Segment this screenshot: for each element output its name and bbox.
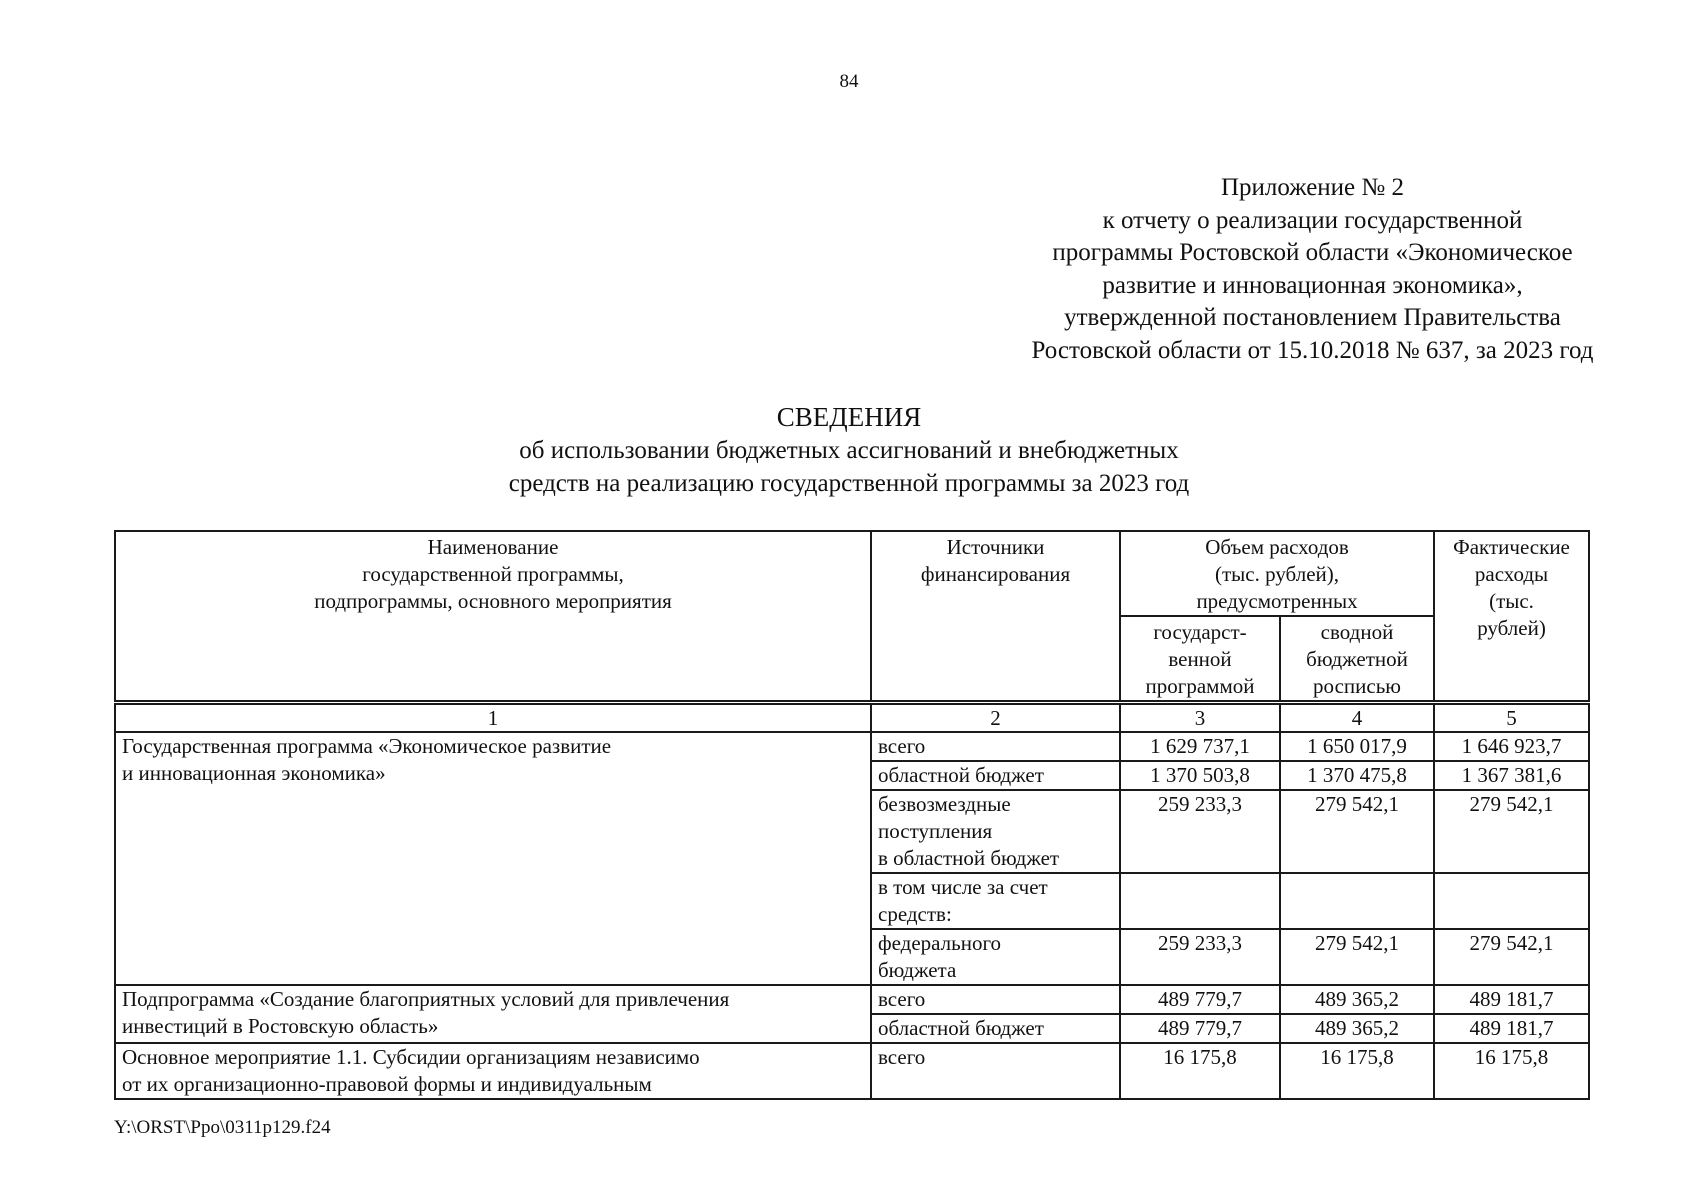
- planned-budget-cell: 1 370 475,8: [1280, 761, 1434, 790]
- column-number: 2: [871, 703, 1120, 733]
- source-cell: всего: [871, 1043, 1120, 1099]
- header-planned-budget: сводной бюджетной росписью: [1280, 616, 1434, 703]
- appendix-line: программы Ростовской области «Экономическое: [1052, 239, 1573, 266]
- activity-name: Основное мероприятие 1.1. Субсидии организациям независимо от их организационно-правовой формы и индивидуальным: [115, 1043, 871, 1099]
- planned-budget-cell: 279 542,1: [1280, 790, 1434, 873]
- file-path: Y:\ORST\Ppo\0311p129.f24: [114, 1117, 331, 1138]
- header-name: Наименование государственной программы, подпрограммы, основного мероприятия: [115, 531, 871, 703]
- planned-program-cell: 489 779,7: [1120, 1014, 1280, 1043]
- actual-cell: 1 646 923,7: [1434, 732, 1589, 761]
- planned-budget-cell: 279 542,1: [1280, 929, 1434, 985]
- planned-program-cell: 16 175,8: [1120, 1043, 1280, 1099]
- planned-program-cell: 259 233,3: [1120, 790, 1280, 873]
- source-cell: федерального бюджета: [871, 929, 1120, 985]
- header-planned: Объем расходов (тыс. рублей), предусмотренных: [1120, 531, 1434, 616]
- page-number: 84: [839, 71, 859, 92]
- header-row: [115, 531, 1589, 616]
- column-number: 3: [1120, 703, 1280, 733]
- planned-budget-cell: [1280, 873, 1434, 929]
- source-cell: областной бюджет: [871, 1014, 1120, 1043]
- actual-cell: 279 542,1: [1434, 790, 1589, 873]
- expenditure-table: [114, 530, 1590, 1100]
- actual-cell: 279 542,1: [1434, 929, 1589, 985]
- source-cell: всего: [871, 985, 1120, 1014]
- appendix-note: [940, 172, 1685, 367]
- source-cell: областной бюджет: [871, 761, 1120, 790]
- appendix-line: Ростовской области от 15.10.2018 № 637, за 2023 год: [1031, 336, 1594, 364]
- table-row: [115, 732, 1589, 761]
- document-title: СВЕДЕНИЯ: [776, 402, 922, 432]
- planned-program-cell: [1120, 873, 1280, 929]
- planned-budget-cell: 489 365,2: [1280, 1014, 1434, 1043]
- actual-cell: 489 181,7: [1434, 985, 1589, 1014]
- actual-cell: 489 181,7: [1434, 1014, 1589, 1043]
- appendix-line: Приложение № 2: [1220, 174, 1405, 201]
- header-planned-program: государст- венной программой: [1120, 616, 1280, 703]
- document-subtitle-line-1: об использовании бюджетных ассигнований и внебюджетных: [519, 437, 1179, 464]
- appendix-line: утвержденной постановлением Правительства: [1064, 304, 1561, 331]
- table-row: [115, 985, 1589, 1014]
- document-subtitle-line-2: средств на реализацию государственной программы за 2023 год: [508, 470, 1190, 497]
- source-cell: безвозмездные поступления в областной бюджет: [871, 790, 1120, 873]
- planned-budget-cell: 489 365,2: [1280, 985, 1434, 1014]
- appendix-line: к отчету о реализации государственной: [1102, 206, 1523, 234]
- planned-program-cell: 259 233,3: [1120, 929, 1280, 985]
- column-number: 5: [1434, 703, 1589, 733]
- program-name: Государственная программа «Экономическое развитие и инновационная экономика»: [115, 732, 871, 985]
- column-number: 4: [1280, 703, 1434, 733]
- actual-cell: 1 367 381,6: [1434, 761, 1589, 790]
- column-number-row: [115, 703, 1589, 733]
- planned-program-cell: 489 779,7: [1120, 985, 1280, 1014]
- header-actual: Фактические расходы (тыс. рублей): [1434, 531, 1589, 703]
- source-cell: всего: [871, 732, 1120, 761]
- planned-budget-cell: 16 175,8: [1280, 1043, 1434, 1099]
- subprogram-name: Подпрограмма «Создание благоприятных условий для привлечения инвестиций в Ростовскую область»: [115, 985, 871, 1043]
- actual-cell: [1434, 873, 1589, 929]
- table-row: [115, 1043, 1589, 1099]
- planned-program-cell: 1 370 503,8: [1120, 761, 1280, 790]
- header-source: Источники финансирования: [871, 531, 1120, 703]
- actual-cell: 16 175,8: [1434, 1043, 1589, 1099]
- planned-budget-cell: 1 650 017,9: [1280, 732, 1434, 761]
- appendix-line: развитие и инновационная экономика»,: [1102, 271, 1523, 299]
- document-heading: [0, 400, 1698, 500]
- column-number: 1: [115, 703, 871, 733]
- source-cell: в том числе за счет средств:: [871, 873, 1120, 929]
- planned-program-cell: 1 629 737,1: [1120, 732, 1280, 761]
